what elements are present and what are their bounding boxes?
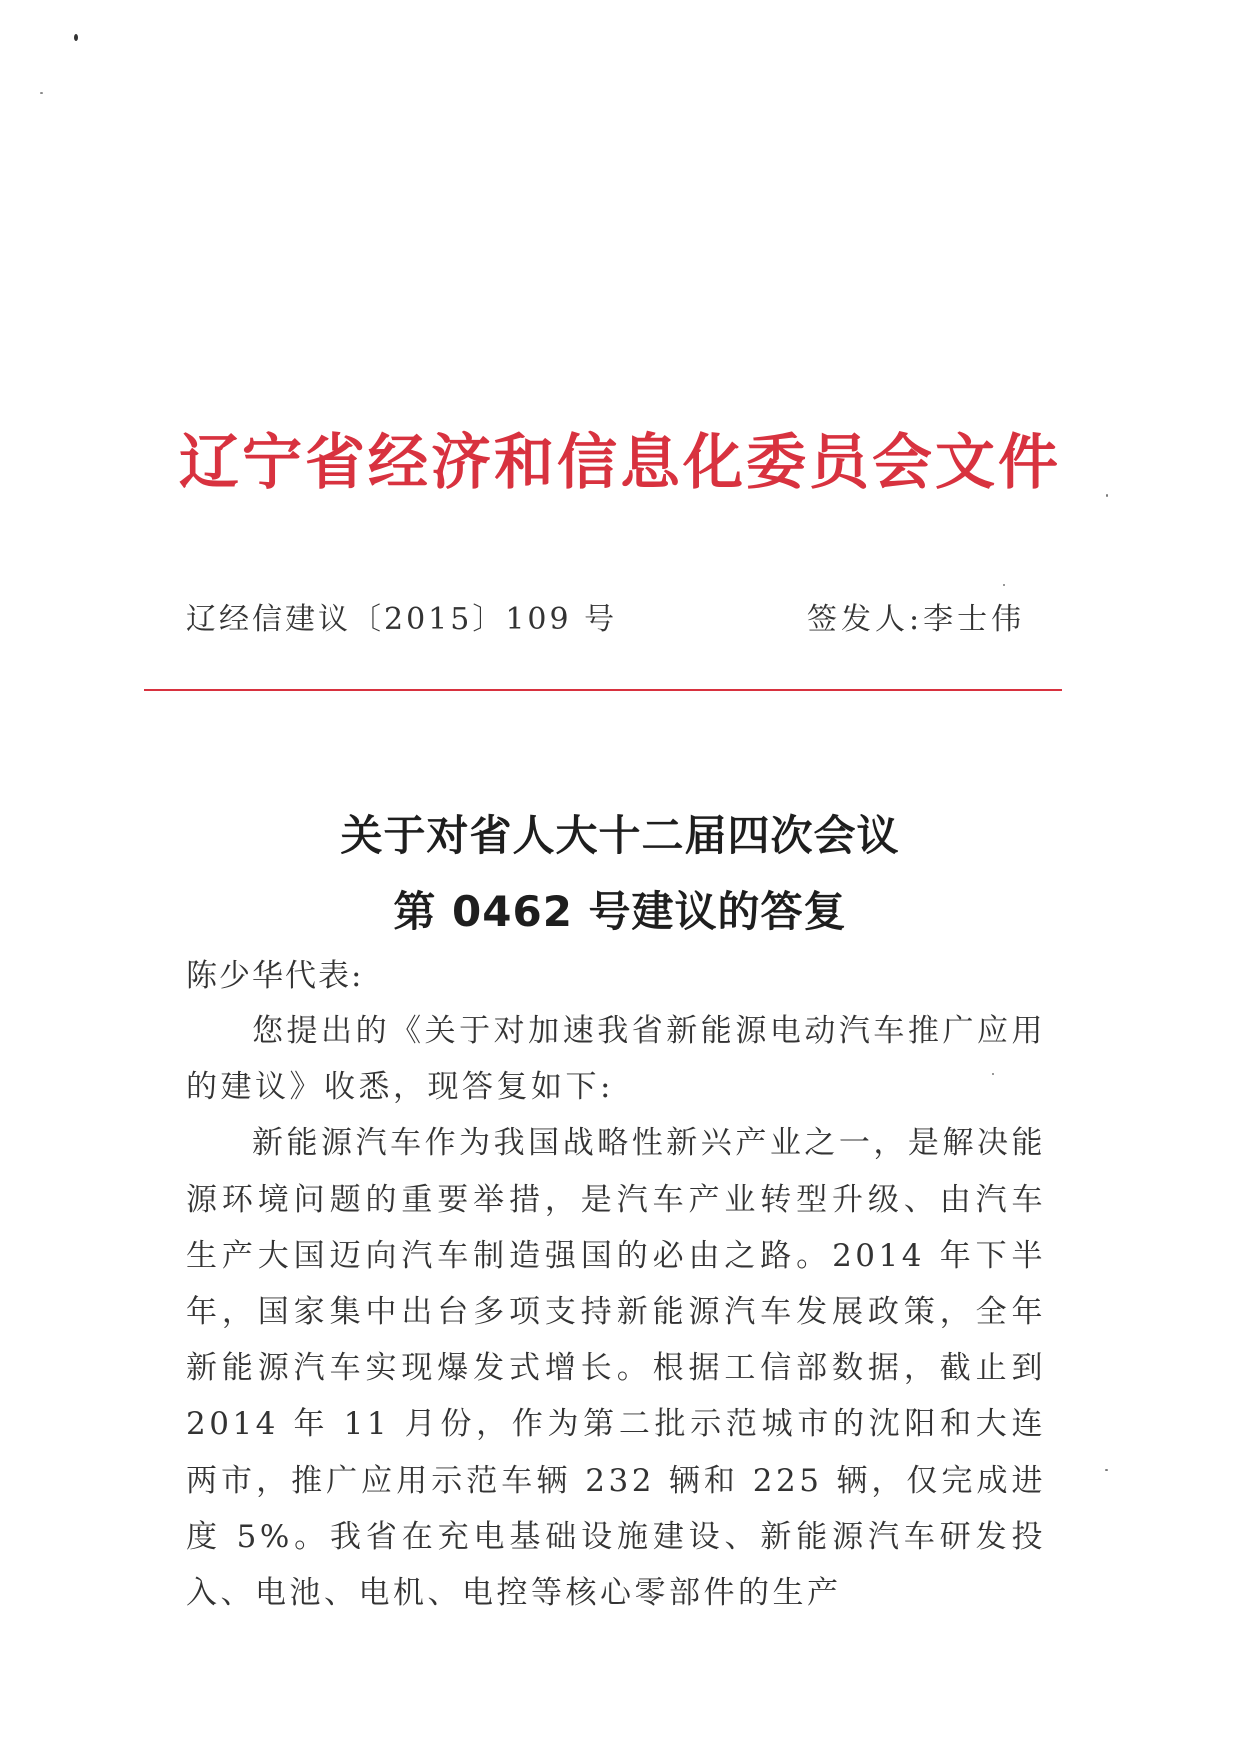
scan-speck — [40, 92, 43, 94]
document-number: 辽经信建议〔2015〕109 号 — [186, 602, 618, 637]
salutation: 陈少华代表: — [186, 958, 364, 994]
document-signer: 签发人:李士伟 — [807, 602, 1026, 637]
body-paragraph-acknowledgement: 您提出的《关于对加速我省新能源电动汽车推广应用的建议》收悉，现答复如下: — [186, 1013, 1046, 1106]
reply-title-line-1: 关于对省人大十二届四次会议 — [340, 811, 900, 860]
scan-speck — [74, 34, 78, 41]
reply-body — [186, 1003, 1046, 1621]
document-header-title: 辽宁省经济和信息化委员会文件 — [179, 428, 1061, 498]
header-divider — [144, 689, 1062, 691]
scan-speck — [1106, 494, 1108, 497]
scan-speck — [1003, 584, 1005, 586]
body-paragraph-background: 新能源汽车作为我国战略性新兴产业之一，是解决能源环境问题的重要举措，是汽车产业转型升级、由汽车生产大国迈向汽车制造强国的必由之路。2014 年下半年，国家集中出台多项支持新能源汽车发展政策，全年新能源汽车实现爆发式增长。根据工信部数据，截止到 2014 年 11 月份，作为第二批示范城市的沈阳和大连两市，推广应用示范车辆 232 辆和 225 辆，仅完成进度 5%。我省在充电基础设施建设、新能源汽车研发投入、电池、电机、电控等核心零部件的生产 — [186, 1125, 1046, 1612]
scan-speck — [1105, 1469, 1108, 1471]
reply-title-line-2: 第 0462 号建议的答复 — [393, 887, 847, 936]
